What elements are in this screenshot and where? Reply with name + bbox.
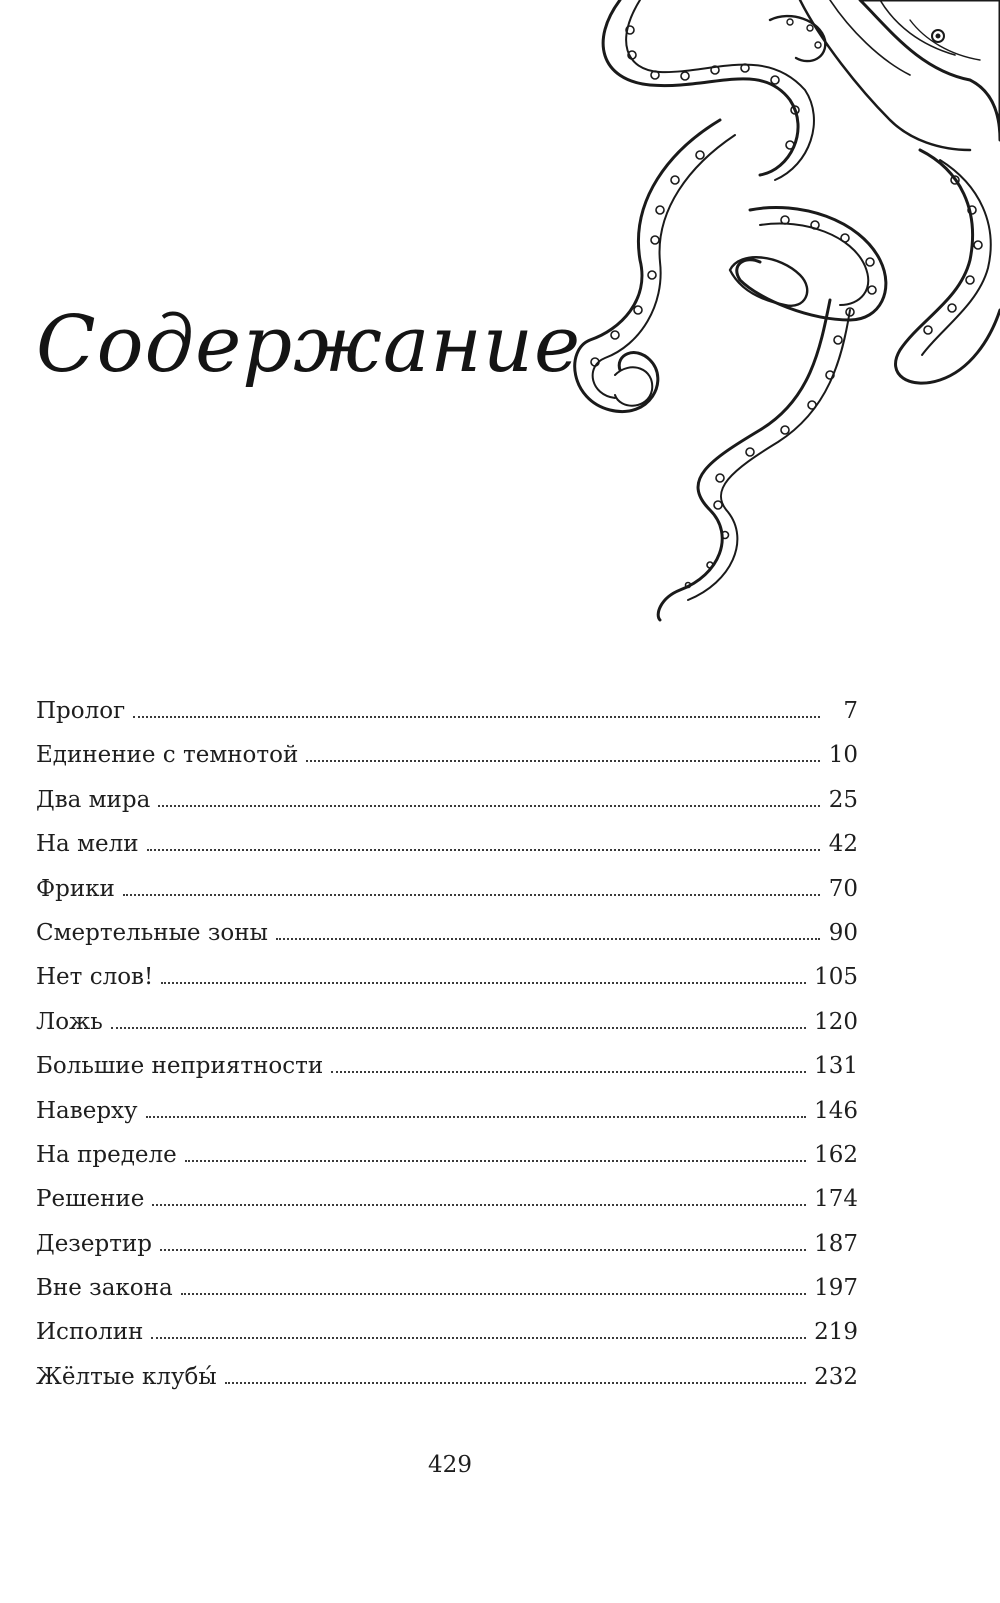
toc-entry[interactable]	[36, 1273, 858, 1317]
toc-entry-title: Ложь	[36, 1008, 103, 1035]
toc-entry[interactable]	[36, 1229, 858, 1273]
toc-entry-title: Решение	[36, 1186, 145, 1213]
toc-entry[interactable]	[36, 1362, 858, 1406]
toc-dot-leader	[185, 1159, 806, 1162]
toc-entry[interactable]	[36, 1096, 858, 1140]
toc-entry-page: 187	[814, 1230, 858, 1257]
toc-entry-title: Большие неприятности	[36, 1053, 324, 1080]
toc-entry-title: Наверху	[36, 1097, 138, 1124]
toc-dot-leader	[161, 981, 806, 984]
toc-entry-title: На пределе	[36, 1141, 177, 1168]
toc-dot-leader	[146, 1115, 807, 1118]
toc-entry[interactable]	[36, 1184, 858, 1228]
toc-entry-title: Пролог	[36, 698, 126, 724]
toc-entry[interactable]	[36, 740, 858, 784]
toc-entry-page: 120	[814, 1008, 858, 1035]
page-number: 429	[428, 1452, 472, 1478]
table-of-contents	[36, 696, 858, 1406]
toc-entry[interactable]	[36, 1140, 858, 1184]
toc-entry-title: Дезертир	[36, 1230, 152, 1257]
toc-entry-page: 10	[828, 742, 858, 769]
toc-entry[interactable]	[36, 696, 858, 740]
toc-dot-leader	[111, 1026, 806, 1029]
toc-entry-title: Единение с темнотой	[36, 742, 299, 769]
toc-entry[interactable]	[36, 1051, 858, 1095]
toc-dot-leader	[152, 1203, 806, 1206]
toc-entry-page: 90	[828, 919, 858, 946]
toc-dot-leader	[331, 1070, 806, 1073]
toc-dot-leader	[276, 937, 820, 940]
toc-entry[interactable]	[36, 785, 858, 829]
tentacle-4	[658, 300, 830, 620]
page-title: Содержание	[36, 300, 582, 390]
toc-dot-leader	[306, 759, 820, 762]
toc-entry[interactable]	[36, 829, 858, 873]
toc-entry[interactable]	[36, 874, 858, 918]
tentacle-2	[575, 120, 720, 412]
toc-dot-leader	[123, 893, 820, 896]
toc-dot-leader	[225, 1381, 806, 1384]
octopus-body	[860, 0, 1000, 140]
toc-entry-page: 219	[814, 1319, 858, 1346]
tentacle-5	[896, 150, 1000, 383]
toc-entry[interactable]	[36, 1007, 858, 1051]
toc-dot-leader	[181, 1292, 806, 1295]
toc-entry-page: 197	[814, 1275, 858, 1302]
toc-entry-page: 232	[814, 1363, 858, 1390]
toc-dot-leader	[133, 715, 820, 718]
toc-dot-leader	[158, 804, 820, 807]
toc-entry-page: 42	[828, 831, 858, 858]
octopus-illustration-icon	[560, 0, 1000, 640]
toc-entry-page: 131	[814, 1053, 858, 1080]
toc-entry-title: Исполин	[36, 1319, 144, 1346]
toc-entry-page: 174	[814, 1186, 858, 1213]
toc-dot-leader	[160, 1248, 806, 1251]
toc-entry-title: Два мира	[36, 786, 151, 813]
toc-entry-title: Смертельные зоны	[36, 919, 268, 946]
toc-entry[interactable]	[36, 918, 858, 962]
toc-entry-page: 70	[828, 875, 858, 902]
toc-entry[interactable]	[36, 962, 858, 1006]
toc-entry-page: 105	[814, 964, 858, 991]
toc-dot-leader	[147, 848, 820, 851]
toc-entry-page: 25	[828, 786, 858, 813]
toc-entry-title: Жёлтые клубы́	[36, 1363, 217, 1390]
toc-entry-title: На мели	[36, 831, 139, 858]
toc-entry-title: Фрики	[36, 875, 115, 902]
toc-entry-page: 146	[814, 1097, 858, 1124]
toc-entry-page: 162	[814, 1141, 858, 1168]
toc-entry-title: Вне закона	[36, 1275, 173, 1302]
toc-entry[interactable]	[36, 1317, 858, 1361]
toc-dot-leader	[151, 1336, 806, 1339]
toc-entry-title: Нет слов!	[36, 964, 154, 991]
toc-entry-page: 7	[843, 698, 858, 724]
